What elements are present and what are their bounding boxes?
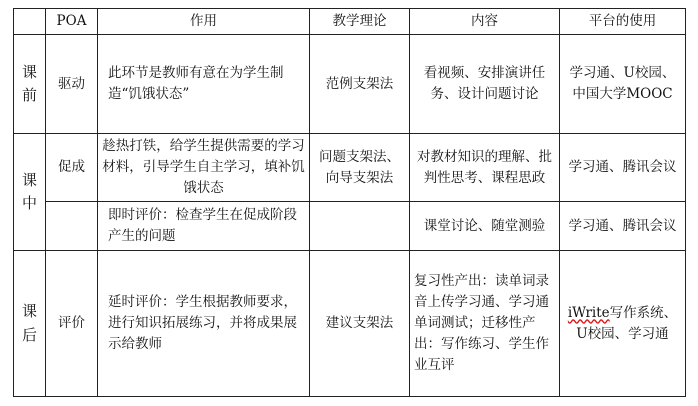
- stage-char: 前: [21, 86, 37, 104]
- content-cell: 复习性产出：读单词录音上传学习通、学习通单词测试；迁移性产出：写作练习、学生作业互评: [410, 251, 560, 397]
- header-row: [14, 9, 686, 35]
- stage-char: 中: [21, 194, 37, 212]
- stage-char: 课: [21, 62, 37, 81]
- header-platform: 平台的使用: [560, 9, 686, 35]
- platform-cell: 学习通、U校园、中国大学MOOC: [560, 35, 686, 134]
- content-cell: 对教材知识的理解、批判性思考、课程思政: [410, 134, 560, 202]
- header-theory: 教学理论: [310, 9, 410, 35]
- poa-cell: 评价: [46, 251, 98, 397]
- content-cell: 看视频、安排演讲任务、设计问题讨论: [410, 35, 560, 134]
- header-poa: POA: [46, 9, 98, 35]
- stage-post: [14, 251, 46, 397]
- table-row-pre: [14, 35, 686, 134]
- stage-char: 课: [21, 170, 37, 189]
- table-row-post: [14, 251, 686, 397]
- role-cell: 延时评价：学生根据教师要求，进行知识拓展练习，并将成果展示给教师: [98, 251, 310, 397]
- role-cell: 此环节是教师有意在为学生制造“饥饿状态”: [98, 35, 310, 134]
- theory-cell: 建议支架法: [310, 251, 410, 397]
- poa-cell: 驱动: [46, 35, 98, 134]
- poa-cell-empty: [46, 202, 98, 251]
- platform-text: 写作系统、U校园、学习通: [576, 304, 678, 342]
- poa-cell: 促成: [46, 134, 98, 202]
- header-role: 作用: [98, 9, 310, 35]
- stage-char: 后: [21, 325, 37, 344]
- table-row-promote: [14, 134, 686, 202]
- iwrite-brand: iWrite: [567, 304, 610, 321]
- platform-cell: 学习通、腾讯会议: [560, 134, 686, 202]
- role-cell: 即时评价：检查学生在促成阶段产生的问题: [98, 202, 310, 251]
- platform-cell: [560, 251, 686, 397]
- stage-pre: [14, 35, 46, 134]
- role-cell: 趁热打铁，给学生提供需要的学习材料，引导学生自主学习，填补饥饿状态: [98, 134, 310, 202]
- content-cell: 课堂讨论、随堂测验: [410, 202, 560, 251]
- header-content: 内容: [410, 9, 560, 35]
- stage-in: [14, 134, 46, 251]
- header-stage: [14, 9, 46, 35]
- theory-cell: 范例支架法: [310, 35, 410, 134]
- table-row-instant-eval: [14, 202, 686, 251]
- stage-char: 课: [21, 302, 37, 321]
- platform-cell: 学习通、腾讯会议: [560, 202, 686, 251]
- poa-table: [13, 8, 686, 397]
- theory-cell-empty: [310, 202, 410, 251]
- theory-cell: 问题支架法、向导支架法: [310, 134, 410, 202]
